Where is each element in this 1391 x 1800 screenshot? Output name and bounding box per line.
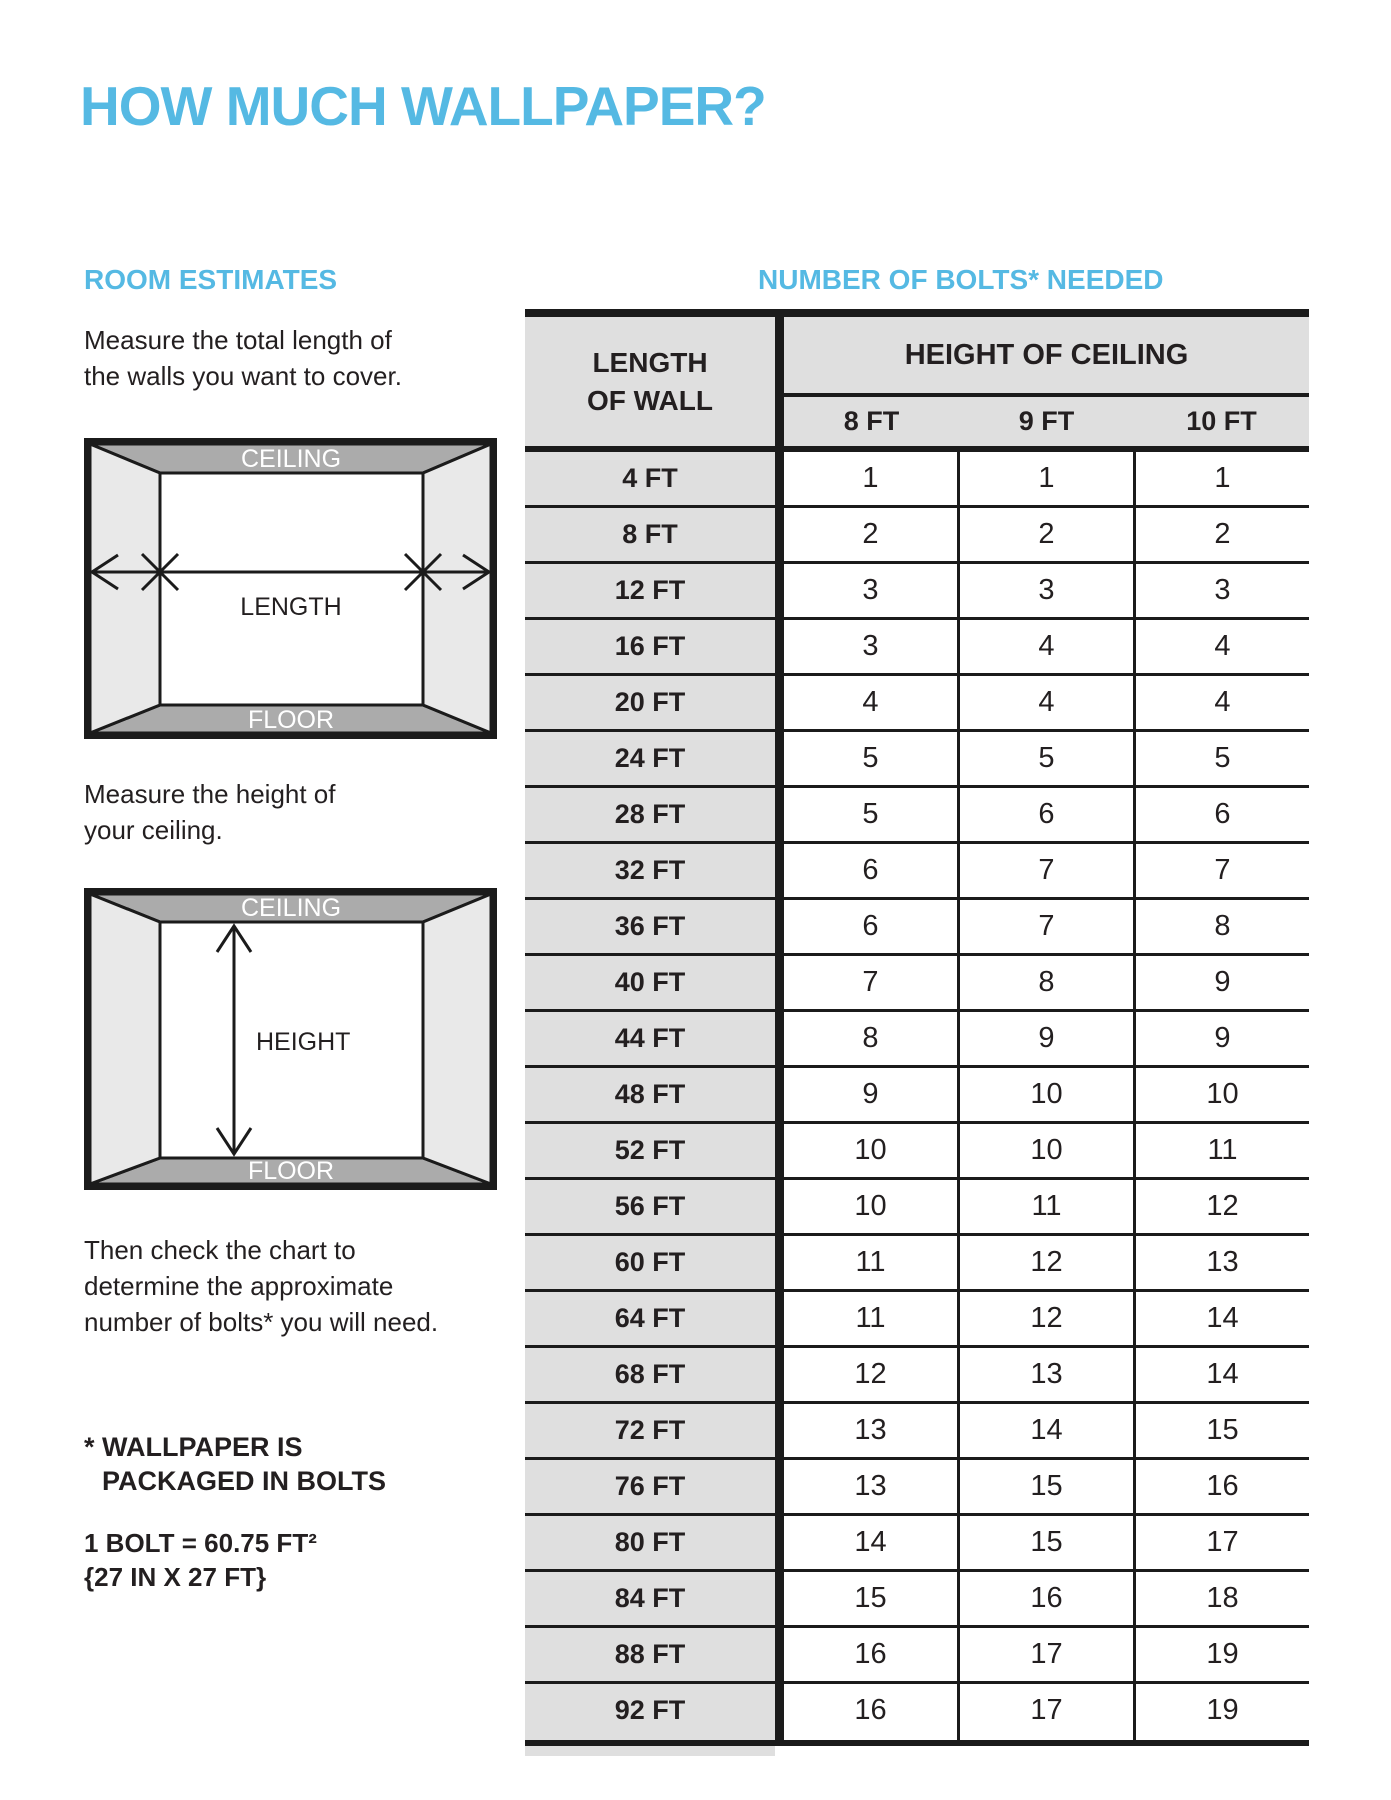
bolts-8ft-cell: 2 [784,508,957,561]
bolt-definition-line: {27 IN X 27 FT} [84,1562,267,1592]
instruction-measure-height [84,776,336,848]
bolts-8ft-cell: 15 [784,1572,957,1625]
bolts-needed-table [525,309,1309,1756]
bolts-10ft-cell: 4 [1133,620,1309,673]
wall-length-cell: 24 FT [525,732,775,785]
table-row [525,1068,1309,1124]
bolts-10ft-cell: 4 [1133,676,1309,729]
bolts-8ft-cell: 8 [784,1012,957,1065]
bolts-10ft-cell: 12 [1133,1180,1309,1233]
wall-length-cell: 48 FT [525,1068,775,1121]
column-divider [775,1404,784,1457]
col-header-10ft: 10 FT [1186,406,1257,436]
column-divider [775,1236,784,1289]
wall-length-cell: 88 FT [525,1628,775,1681]
bolts-8ft-cell: 12 [784,1348,957,1401]
bolts-8ft-cell: 5 [784,732,957,785]
instruction-line: number of bolts* you will need. [84,1307,439,1337]
column-divider [775,956,784,1009]
bolts-10ft-cell: 5 [1133,732,1309,785]
bolts-8ft-cell: 11 [784,1292,957,1345]
column-divider [775,900,784,953]
bolts-8ft-cell: 6 [784,844,957,897]
wall-length-cell: 32 FT [525,844,775,897]
table-row [525,676,1309,732]
bolts-10ft-cell: 15 [1133,1404,1309,1457]
length-label: LENGTH [240,593,342,621]
column-divider [775,1348,784,1401]
wall-length-column-header [525,317,775,446]
table-row [525,900,1309,956]
bolts-9ft-cell: 7 [957,844,1133,897]
column-divider [775,1068,784,1121]
bolts-8ft-cell: 16 [784,1628,957,1681]
table-row [525,620,1309,676]
bolts-10ft-cell: 13 [1133,1236,1309,1289]
wall-length-cell: 36 FT [525,900,775,953]
wall-length-cell: 64 FT [525,1292,775,1345]
bolts-10ft-cell: 16 [1133,1460,1309,1513]
column-divider [775,317,784,446]
table-row [525,788,1309,844]
table-row [525,1684,1309,1740]
bolts-9ft-cell: 12 [957,1292,1133,1345]
right-wall [423,894,491,1184]
table-row [525,452,1309,508]
wallpaper-bolts-footnote [84,1430,386,1498]
left-wall [90,894,160,1184]
column-divider [775,620,784,673]
column-divider [775,732,784,785]
bolts-10ft-cell: 10 [1133,1068,1309,1121]
column-divider [775,452,784,505]
wall-length-cell: 80 FT [525,1516,775,1569]
header-line: LENGTH [592,346,708,378]
section-heading-room-estimates: ROOM ESTIMATES [84,264,338,295]
table-heading: NUMBER OF BOLTS* NEEDED [758,264,1164,295]
wall-length-cell: 12 FT [525,564,775,617]
instruction-measure-length [84,322,402,394]
footnote-line: * WALLPAPER IS [84,1432,303,1462]
table-row [525,1292,1309,1348]
column-divider [775,1684,784,1740]
bolts-8ft-cell: 4 [784,676,957,729]
bolts-8ft-cell: 16 [784,1684,957,1740]
wall-length-cell: 60 FT [525,1236,775,1289]
bolts-9ft-cell: 17 [957,1684,1133,1740]
column-divider [775,1124,784,1177]
bolts-9ft-cell: 2 [957,508,1133,561]
height-of-ceiling-header: HEIGHT OF CEILING [784,317,1309,397]
table-row [525,1348,1309,1404]
wall-length-cell: 16 FT [525,620,775,673]
col-header-9ft: 9 FT [1018,406,1075,436]
wall-length-cell: 28 FT [525,788,775,841]
instruction-check-chart [84,1232,438,1340]
bolts-9ft-cell: 7 [957,900,1133,953]
table-top-border [525,309,1309,317]
table-header [525,317,1309,446]
table-row [525,1236,1309,1292]
ceiling-height-diagram [84,888,497,1190]
bolt-definition-line: 1 BOLT = 60.75 FT² [84,1528,317,1558]
bolts-8ft-cell: 3 [784,564,957,617]
instruction-line: your ceiling. [84,815,223,845]
table-row [525,956,1309,1012]
wall-length-cell: 72 FT [525,1404,775,1457]
bolts-8ft-cell: 13 [784,1460,957,1513]
bolts-10ft-cell: 9 [1133,1012,1309,1065]
right-wall [423,444,491,733]
bolts-10ft-cell: 19 [1133,1628,1309,1681]
bolts-9ft-cell: 9 [957,1012,1133,1065]
bolts-10ft-cell: 8 [1133,900,1309,953]
instruction-line: the walls you want to cover. [84,361,402,391]
wall-length-cell: 40 FT [525,956,775,1009]
bolts-9ft-cell: 4 [957,676,1133,729]
table-body [525,452,1309,1740]
table-row [525,1460,1309,1516]
wall-length-cell: 56 FT [525,1180,775,1233]
bolts-10ft-cell: 17 [1133,1516,1309,1569]
bolts-8ft-cell: 5 [784,788,957,841]
wall-length-cell: 92 FT [525,1684,775,1740]
bolts-9ft-cell: 3 [957,564,1133,617]
wall-length-cell: 8 FT [525,508,775,561]
bolts-8ft-cell: 3 [784,620,957,673]
bolts-9ft-cell: 4 [957,620,1133,673]
bolts-10ft-cell: 14 [1133,1292,1309,1345]
bolts-8ft-cell: 1 [784,452,957,505]
bolts-9ft-cell: 5 [957,732,1133,785]
wall-length-cell: 84 FT [525,1572,775,1625]
ceiling-height-subheaders [784,397,1309,446]
column-divider [775,564,784,617]
column-divider [775,1572,784,1625]
col-header-8ft: 8 FT [843,406,900,436]
table-gray-tail [525,1746,775,1756]
wall-length-cell: 52 FT [525,1124,775,1177]
ceiling-label: CEILING [240,445,342,473]
instruction-line: Then check the chart to [84,1235,356,1265]
column-divider [775,1292,784,1345]
table-row [525,1572,1309,1628]
table-row [525,1516,1309,1572]
bolts-8ft-cell: 10 [784,1180,957,1233]
bolts-8ft-cell: 11 [784,1236,957,1289]
floor-label: FLOOR [247,1157,335,1185]
bolts-9ft-cell: 10 [957,1124,1133,1177]
bolts-10ft-cell: 2 [1133,508,1309,561]
bolts-8ft-cell: 7 [784,956,957,1009]
bolt-definition [84,1526,317,1594]
bolts-10ft-cell: 9 [1133,956,1309,1009]
ceiling-label: CEILING [240,894,342,922]
column-divider [775,1180,784,1233]
table-row [525,564,1309,620]
bolts-10ft-cell: 19 [1133,1684,1309,1740]
bolts-10ft-cell: 1 [1133,452,1309,505]
column-divider [775,1516,784,1569]
bolts-9ft-cell: 15 [957,1516,1133,1569]
height-label: HEIGHT [256,1028,351,1056]
bolts-9ft-cell: 12 [957,1236,1133,1289]
table-row [525,1180,1309,1236]
bolts-8ft-cell: 6 [784,900,957,953]
table-row [525,1404,1309,1460]
column-divider [775,1460,784,1513]
instruction-line: Measure the total length of [84,325,392,355]
table-row [525,508,1309,564]
table-row [525,1124,1309,1180]
column-divider [775,1628,784,1681]
bolts-8ft-cell: 14 [784,1516,957,1569]
wall-length-cell: 44 FT [525,1012,775,1065]
table-row [525,1628,1309,1684]
bolts-9ft-cell: 17 [957,1628,1133,1681]
bolts-8ft-cell: 10 [784,1124,957,1177]
room-length-diagram [84,438,497,739]
bolts-9ft-cell: 14 [957,1404,1133,1457]
column-divider [775,676,784,729]
bolts-9ft-cell: 11 [957,1180,1133,1233]
wall-length-cell: 4 FT [525,452,775,505]
ceiling-height-header-group [784,317,1309,446]
bolts-10ft-cell: 3 [1133,564,1309,617]
column-divider [775,844,784,897]
instruction-line: determine the approximate [84,1271,394,1301]
back-wall [160,473,423,705]
wall-length-cell: 68 FT [525,1348,775,1401]
floor-label: FLOOR [247,706,335,734]
table-row [525,844,1309,900]
header-line: OF WALL [587,384,713,416]
bolts-8ft-cell: 13 [784,1404,957,1457]
bolts-9ft-cell: 8 [957,956,1133,1009]
table-row [525,732,1309,788]
bolts-9ft-cell: 16 [957,1572,1133,1625]
bolts-9ft-cell: 1 [957,452,1133,505]
bolts-9ft-cell: 10 [957,1068,1133,1121]
bolts-10ft-cell: 6 [1133,788,1309,841]
bolts-10ft-cell: 14 [1133,1348,1309,1401]
wall-length-cell: 76 FT [525,1460,775,1513]
bolts-9ft-cell: 6 [957,788,1133,841]
column-divider [775,508,784,561]
bolts-10ft-cell: 11 [1133,1124,1309,1177]
table-row [525,1012,1309,1068]
bolts-8ft-cell: 9 [784,1068,957,1121]
footnote-line: PACKAGED IN BOLTS [102,1466,387,1496]
column-divider [775,788,784,841]
bolts-9ft-cell: 13 [957,1348,1133,1401]
left-wall [90,444,160,733]
bolts-9ft-cell: 15 [957,1460,1133,1513]
bolts-10ft-cell: 7 [1133,844,1309,897]
column-divider [775,1012,784,1065]
bolts-10ft-cell: 18 [1133,1572,1309,1625]
instruction-line: Measure the height of [84,779,336,809]
wall-length-cell: 20 FT [525,676,775,729]
page-title: HOW MUCH WALLPAPER? [80,75,766,137]
